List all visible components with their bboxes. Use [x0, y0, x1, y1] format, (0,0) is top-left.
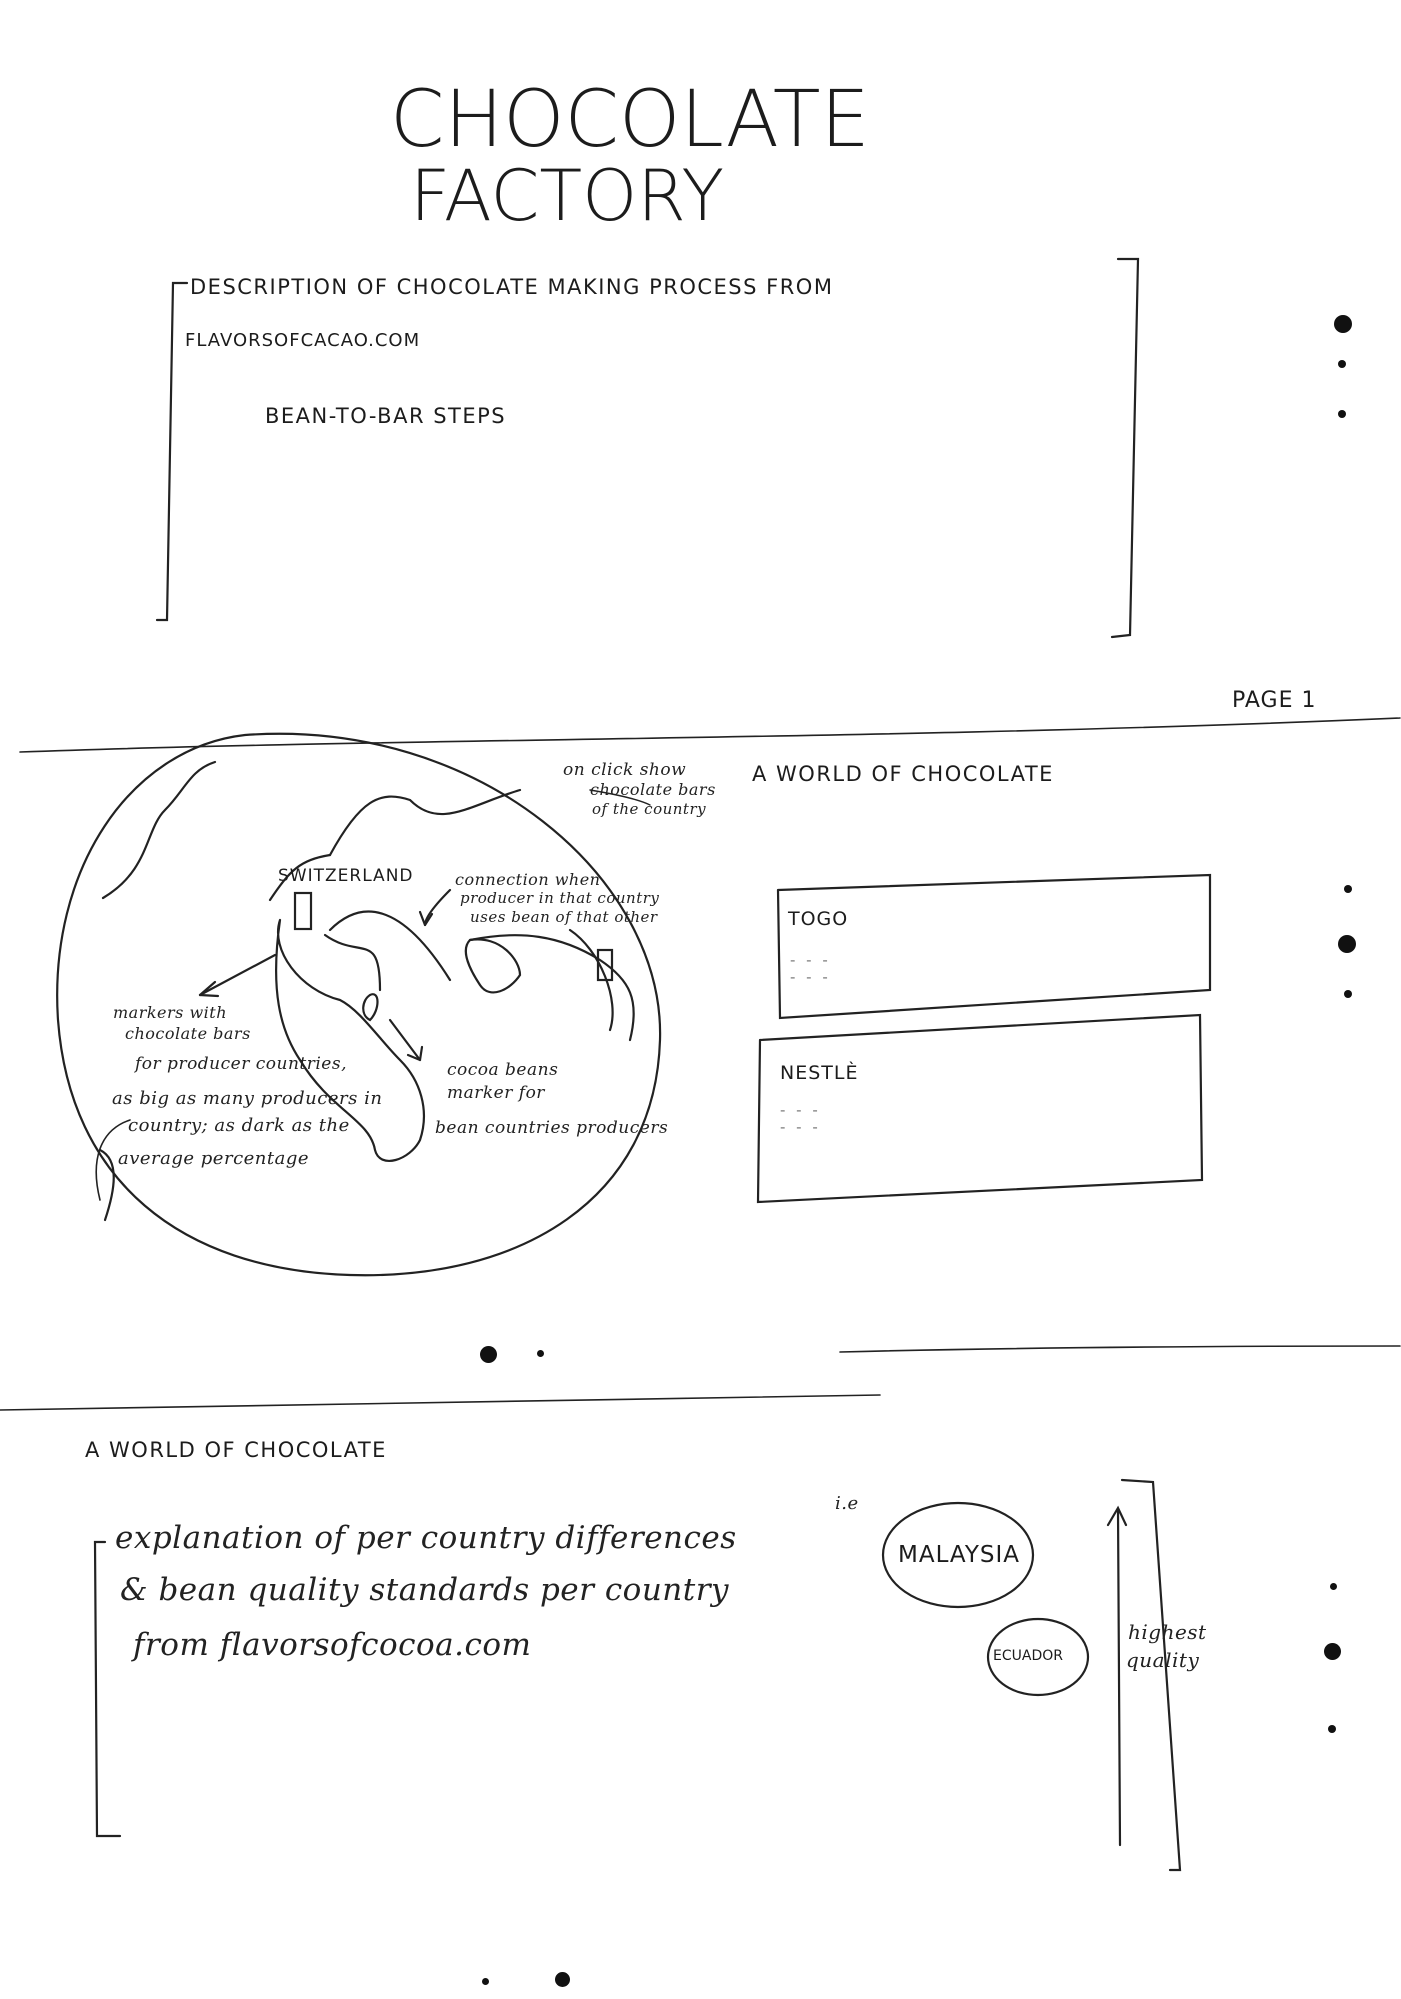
carousel-dot-1-3[interactable]	[1338, 410, 1346, 418]
divider-lower	[0, 1395, 880, 1410]
section3-left-bracket	[95, 1542, 120, 1836]
pager-dot-3-1[interactable]	[482, 1978, 489, 1985]
continent-middle-east	[466, 939, 520, 992]
connection-curve-2	[325, 935, 380, 990]
annotation-beans-1: cocoa beans	[447, 1060, 559, 1080]
card-nestle-outline	[758, 1015, 1202, 1202]
quality-axis	[1118, 1510, 1120, 1845]
annotation-markers-5: country; as dark as the	[128, 1115, 350, 1136]
card-nestle-placeholder-lines: - - - - - -	[780, 1101, 821, 1136]
annotation-markers-6: average percentage	[118, 1148, 310, 1169]
carousel-dot-active-1[interactable]	[1334, 315, 1352, 333]
carousel-dot-3-3[interactable]	[1328, 1725, 1336, 1733]
annotation-click-3: of the country	[592, 800, 707, 818]
carousel-dot-2-1[interactable]	[1344, 885, 1352, 893]
bubble-ecuador-label[interactable]: ECUADOR	[993, 1648, 1063, 1664]
bubble-malaysia-label[interactable]: MALAYSIA	[898, 1542, 1021, 1568]
card-togo-title[interactable]: TOGO	[788, 908, 849, 930]
section3-heading: A WORLD OF CHOCOLATE	[85, 1438, 387, 1462]
carousel-dot-active-3[interactable]	[1324, 1643, 1341, 1660]
section1-description-line1: DESCRIPTION OF CHOCOLATE MAKING PROCESS FROM	[190, 275, 834, 299]
section3-right-bracket	[1122, 1480, 1180, 1870]
section1-subtitle: BEAN-TO-BAR STEPS	[265, 404, 507, 428]
annotation-markers-1: markers with	[113, 1003, 228, 1022]
annotation-connection-2: producer in that country	[460, 889, 660, 907]
annotation-markers-2: chocolate bars	[125, 1024, 251, 1043]
card-togo-outline	[778, 875, 1210, 1018]
pager-dot-active-3[interactable]	[555, 1972, 570, 1987]
section2-heading: A WORLD OF CHOCOLATE	[752, 762, 1054, 786]
continent-asia	[330, 790, 520, 855]
ie-label: i.e	[835, 1493, 859, 1514]
page-title-line1: CHOCOLATE	[390, 75, 870, 165]
page-label: PAGE 1	[1232, 688, 1317, 713]
page-title-line2: FACTORY	[410, 155, 725, 237]
annotation-connection-1: connection when	[455, 870, 601, 889]
axis-label-quality: quality	[1126, 1648, 1200, 1672]
annotation-click-2: chocolate bars	[590, 780, 716, 799]
section3-explanation-line2: & bean quality standards per country	[120, 1572, 730, 1608]
carousel-dot-3-1[interactable]	[1330, 1583, 1337, 1590]
chocolate-bar-marker-switzerland	[295, 893, 311, 929]
carousel-dot-1-2[interactable]	[1338, 360, 1346, 368]
carousel-dot-2-3[interactable]	[1344, 990, 1352, 998]
pager-dot-active-2[interactable]	[480, 1346, 497, 1363]
divider-middle	[840, 1346, 1400, 1352]
divider-top	[20, 718, 1400, 752]
carousel-dot-active-2[interactable]	[1338, 935, 1356, 953]
continent-north	[103, 762, 215, 898]
section1-right-bracket	[1112, 259, 1138, 637]
card-nestle-title[interactable]: NESTLÈ	[780, 1062, 859, 1084]
annotation-markers-4: as big as many producers in	[112, 1088, 383, 1109]
arrow-to-marker-legend	[200, 955, 275, 995]
annotation-click-1: on click show	[563, 760, 687, 780]
axis-label-highest: highest	[1128, 1620, 1207, 1644]
continent-sa	[100, 1150, 114, 1220]
section1-left-bracket	[157, 283, 187, 620]
section3-explanation-line1: explanation of per country differences	[115, 1520, 737, 1556]
island	[363, 994, 377, 1020]
card-togo-placeholder-lines: - - - - - -	[790, 951, 831, 986]
annotation-beans-2: marker for	[447, 1083, 545, 1103]
section1-description-line2: FLAVORSOFCACAO.COM	[185, 330, 421, 351]
annotation-beans-3: bean countries producers	[435, 1118, 669, 1138]
pager-dot-2-2[interactable]	[537, 1350, 544, 1357]
annotation-connection-3: uses bean of that other	[470, 908, 658, 926]
section3-explanation-line3: from flavorsofcocoa.com	[133, 1627, 532, 1663]
map-label-switzerland[interactable]: SWITZERLAND	[278, 866, 414, 886]
annotation-markers-3: for producer countries,	[135, 1054, 347, 1074]
